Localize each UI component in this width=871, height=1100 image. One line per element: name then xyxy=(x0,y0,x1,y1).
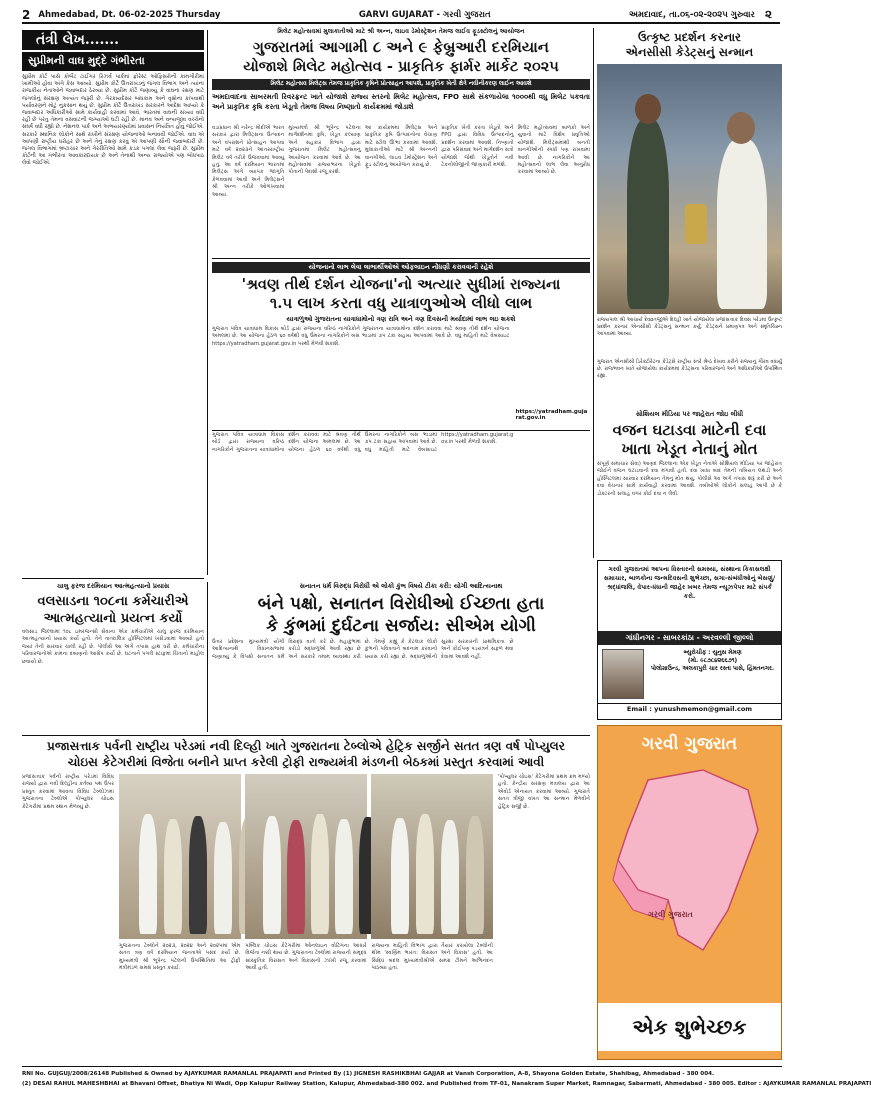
editorial-body: સુપ્રીમ કોર્ટ પાસે કોર્બેટ ટાઈગર રિઝર્વ પાર્કમાં ફોરેસ્ટ ઓફિસરોની કામગીરીમાં ખામીઓ હોવા અંગે કેસ આવ્યો. સુપ્રીમ કોર્ટે ઉત્તરાખંડનું જંગલ વિભાગ અને ત્યાંના રાજકીય નેતાઓને જવાબદાર ઠેરવ્યા છે. સુપ્રીમ કોર્ટે જણાવ્યું કે વાઘના રક્ષણ માટે જંગલોનું સંરક્ષણ અત્યંત જરૂરી છે. ગેરકાયદેસર બાંધકામ અને વૃક્ષોના કાપવાથી પર્યાવરણને મોટું નુકસાન થયું છે. સુપ્રીમ કોર્ટે ઉત્તરાખંડ સરકારને આદેશ આપ્યો કે જવાબદાર અધિકારીઓ સામે કાર્યવાહી કરવામાં આવે. ભારતમાં વાઘની સંખ્યા વધી રહી છે પરંતુ તેમના વસવાટની જગ્યાઓ ઘટી રહી છે. માનવ અને વન્યજીવ વચ્ચેનો સંઘર્ષ વધી રહ્યો છે. નેશનલ પાર્ક અને અભયારણ્યોમાં પ્રવાસન નિયંત્રિત હોવું જોઈએ. સરકારે સ્થાનિક લોકોને સાથે રાખીને સંરક્ષણ યોજનાઓ બનાવવી જોઈએ. વાઘ એ આપણી રાષ્ટ્રીય ધરોહર છે અને તેનું રક્ષણ કરવું એ આપણી સૌની જવાબદારી છે. જંગલ વિભાગમાં ભ્રષ્ટાચાર અને ગેરરીતિઓ સામે કડક પગલાં લેવા જરૂરી છે. સુપ્રીમ કોર્ટની આ ગંભીરતા આવકારદાયક છે અને તેનાથી અન્ય રાજ્યોએ પણ બોધપાઠ લેવો જોઈએ. xyxy=(22,74,204,167)
yatra-headline-1: 'શ્રવણ તીર્થ દર્શન યોજના'નો અત્યાર સુધીમાં રાજ્યના xyxy=(241,276,561,293)
cadet-figure xyxy=(627,119,669,309)
weight-loss-kicker: સોશિયલ મીડિયા પર જાહેરાત જોઇ લીધી xyxy=(635,410,744,418)
editorial-banner xyxy=(22,30,204,50)
trophy-shape xyxy=(685,204,707,244)
millet-subbar: મિલેટ મહોત્સવ મિલેટ્સ તેમજ પ્રાકૃતિક કૃષિને પ્રોત્સાહન આપશે, પ્રાકૃતિક ખેતી ક્ષેત્રે નવીનીકરણ લાઈન આવશે xyxy=(212,79,590,90)
weight-loss-headline-1: વજન ઘટાડવા માટેની દવા xyxy=(612,421,767,439)
page-header xyxy=(22,7,780,24)
map-label: ગરવી ગુજરાત xyxy=(648,910,693,919)
ad-intro: ગરવી ગુજરાતમાં આપના વિસ્તારની સમસ્યા, સંસ્થાના કિકાસલક્ષી સમાચાર, બાળકોના જન્મદિવસની શુભેચ્છા, સગા-સંબંધીઓનું બેસણું/શ્રદ્ધાંજલિ, વેપાર-ધંધાની જાહેર ખબર તેમજ ન્યૂઝપેપર માટે સંપર્ક કરો. xyxy=(603,566,776,600)
valsad-headline-2: આત્મહત્યાનો પ્રયત્ન કર્યો xyxy=(43,611,183,626)
weight-loss-body: સંપૂર્ણ સમાચાર સેવા) આણંદ જિલ્લાના એક ખેડૂત નેતાએ સોશિયલ મીડિયા પર જાહેરાત જોઈને વજન ઘટાડવાની દવા મંગાવી હતી. દવા ખાધા બાદ તેમની તબિયત લથડી અને હોસ્પિટલમાં સારવાર દરમિયાન તેમનું મોત થયું. પોલીસે આ અંગે તપાસ શરૂ કરી છે અને દવા વેચનાર સામે કાર્યવાહી કરવામાં આવશે. તબીબોએ લોકોને સલાહ આપી છે કે ડોક્ટરની સલાહ વગર કોઈ દવા ન લેવી. xyxy=(597,461,782,497)
tableau-column-3: પબ્લિક ચોઇસ કેટેગરીમાં ઓનલાઇન વોટિંગના આધારે વિજેતા નક્કી થાય છે. ગુજરાતના ટેબ્લોમાં રાજ્યની સમૃદ્ધ સાંસ્કૃતિક વિરાસત અને વિકાસની ઝાંખી રજૂ કરવામાં આવી હતી. xyxy=(245,943,367,972)
yatra-section xyxy=(212,262,590,427)
tableau-headline-1: પ્રજાસત્તાક પર્વની રાષ્ટ્રીય પરેડમાં નવી દિલ્હી ખાતે ગુજરાતના ટેબ્લોએ હેટ્રિક સર્જીને સતત ત્રણ વર્ષ પોપ્યુલર xyxy=(47,739,565,753)
page-number-left: 2 xyxy=(22,7,31,22)
yatra-headline-2: ૧.૫ લાખ કરતા વધુ યાત્રાળુઓએ લીધો લાભ xyxy=(269,294,533,312)
millet-column-2: મુખ્યમંત્રી શ્રી ભૂપેન્દ્ર પટેલના માર્ગદર્શનમાં કૃષિ, ખેડૂત કલ્યાણ અને સહકાર વિભાગ દ્વારા ગુજરાતમાં મિલેટ મહોત્સવનું આયોજન કરવામાં આવે છે. આ મહોત્સવમાં રાજ્યભરના ખેડૂતો પોતાની પેદાશો રજૂ કરશે. xyxy=(288,125,361,176)
tableau-column-1: પ્રજાસત્તાક પર્વની રાષ્ટ્રીય પરેડમાં વિવિધ રાજ્યો દ્વારા નવી દિલ્હીના કર્તવ્ય પથ ઉપર પ્રસ્તુત કરવામાં આવતા વિવિધ ટેબ્લોઝમાં ગુજરાતના ટેબ્લોએ પોપ્યુલર ચોઇસ કેટેગરીમાં પ્રથમ સ્થાન મેળવ્યું છે. xyxy=(22,774,114,810)
millet-section xyxy=(212,28,590,258)
greeting-map-area xyxy=(608,760,771,975)
page-number-right: ૨ xyxy=(764,7,772,21)
kumbh-kicker: સનાતન ધર્મ વિરુદ્ધ વિરોધી એ લોકો કુંભ વિષયે ટીકા કરી: યોગી આદિત્યનાથ xyxy=(299,582,503,590)
header-date-left: Ahmedabad, Dt. 06-02-2025 Thursday xyxy=(38,9,221,20)
editorial-banner-text: તંત્રી લેખ....... xyxy=(36,32,119,48)
governor-figure xyxy=(717,139,767,309)
ad-email[interactable]: Email : yunushmemon@gmail.com xyxy=(598,703,781,713)
valsad-kicker: ચાલુ ફરજ દરમિયાન આત્મહત્યાનો પ્રયાસ xyxy=(56,582,170,590)
ad-box xyxy=(597,560,782,720)
weight-loss-section xyxy=(597,410,782,550)
bureau-photo xyxy=(602,649,644,699)
millet-column-3: આ કાર્યક્રમમાં મિલેટ્સ અને પ્રાકૃતિક કૃષિ ઉત્પાદનોના વેચાણ માટે સ્ટોલ ઊભા કરવામાં આવશે. મુલાકાતીઓ માટે શ્રી અન્નની વાનગીઓ, લાઇવ ડેમોસ્ટ્રેશન અને ફૂડ સ્ટોલનું આયોજન કરાયું છે. xyxy=(364,125,438,169)
governor-head xyxy=(727,112,755,144)
cabinet-photo-1 xyxy=(119,774,241,939)
greeting-box xyxy=(597,725,782,1060)
valsad-body: વલસાડ જિલ્લામાં ૧૦૮ ઇમરજન્સી સેવાના એક કર્મચારીએ ચાલુ ફરજ દરમિયાન આત્મહત્યાનો પ્રયાસ કર્યો હતો. તેને તાત્કાલિક હોસ્પિટલમાં ખસેડવામાં આવ્યો હતો જ્યાં તેની સારવાર ચાલી રહી છે. પોલીસે આ અંગે તપાસ હાથ ધરી છે. કર્મચારીના પરિવારજનોએ કામના દબાણનો આક્ષેપ કર્યો છે. ઘટનાને પગલે સ્ટાફમાં ચિંતાનો માહોલ છવાયો છે. xyxy=(22,629,204,665)
cabinet-photo-2 xyxy=(245,774,367,939)
tableau-headline-2: ચોઇસ કેટેગરીમાં વિજેતા બનીને પ્રાપ્ત કરેલી ટ્રોફી રાજ્યમંત્રી મંડળની બેઠકમાં પ્રસ્તુત કરવામાં આવી xyxy=(67,755,545,769)
kumbh-section xyxy=(212,582,590,732)
greeting-footer-text: એક શુભેચ્છક xyxy=(632,1015,747,1039)
millet-column-1: વડાપ્રધાન શ્રી નરેન્દ્ર મોદીએ ભારત સરકાર દ્વારા મિલેટ્સના ઉત્પાદન અને વપરાશને પ્રોત્સાહન આપવા માટે વર્ષ ૨૦૨૩ને આંતરરાષ્ટ્રીય મિલેટ વર્ષ તરીકે ઉજવવામાં આવ્યું હતું. આ વર્ષ દરમિયાન ભારતમાં મિલેટ્સ અંગે વ્યાપક જાગૃતિ કેળવવામાં આવી અને મિલેટ્સને શ્રી અન્ન તરીકે ઓળખવામાં આવ્યા. xyxy=(212,125,285,198)
yatra-continued-text: ગુજરાત પવિત્ર યાત્રાધામ વિકાસ બોર્ડ દ્વારા રાજ્યના વરિષ્ઠ નાગરિકોને ગુજરાતના યાત્રાધામોના દર્શન કરાવવા માટે શ્રવણ તીર્થ દર્શન યોજના અમલમાં છે. આ યોજના હેઠળ ૬૦ વર્ષથી વધુ ઉંમરના નાગરિકોને બસ ભાડામાં ૭૫ ટકા સહાય આપવામાં આવે છે. વધુ માહિતી માટે વેબસાઇટ https://yatradham.gujarat.gov.in પરથી મેળવી શકાશે. xyxy=(212,432,514,453)
gujarat-map-icon xyxy=(608,760,773,970)
millet-column-5: મિલેટ મહોત્સવમાં બાળકો અને યુવાનો માટે વિશેષ પ્રવૃત્તિઓ યોજાશે. મિલેટ્સમાંથી બનતી વાનગીઓની સ્પર્ધા પણ રાખવામાં આવી છે. નાગરિકોને આ મહોત્સવનો લાભ લેવા અનુરોધ કરવામાં આવ્યો છે. xyxy=(517,125,591,176)
valsad-section xyxy=(22,582,204,732)
millet-column-4: પ્રાકૃતિક ખેતી કરતા ખેડૂતો અને FPO દ્વારા વિવિધ ઉત્પાદનોનું પ્રદર્શન કરવામાં આવશે. નિષ્ણાતો દ્વારા પરિસંવાદ અને માર્ગદર્શન સત્રો યોજાશે જેથી ખેડૂતોને નવી ટેકનોલોજીની જાણકારી મળશે. xyxy=(441,125,514,169)
millet-kicker: મિલેટ મહોત્સવમાં મુલાકાતીઓ માટે શ્રી અન્ન, લાઇવ ડેમોસ્ટ્રેશન તેમજ લાઈવ ફૂડસ્ટોલનું આયોજન xyxy=(277,28,525,35)
millet-headline-2: યોજાશે મિલેટ મહોત્સવ - પ્રાકૃતિક ફાર્મર માર્કેટ ૨૦૨૫ xyxy=(243,58,559,75)
header-title: GARVI GUJARAT - ગરવી ગુજરાત xyxy=(358,9,491,20)
valsad-headline-1: વલસાડના ૧૦૮ના કર્મચારીએ xyxy=(37,594,189,609)
ncc-photo xyxy=(597,64,782,314)
yatra-subline: યાત્રાળુઓ ગુજરાતના યાત્રાધામોનો ત્રણ રાત્રિ અને ત્રણ દિવસની મર્યાદામાં લાભ લઇ શકશે xyxy=(286,315,516,323)
ncc-caption: રાજ્યપાલ શ્રી આચાર્ય દેવવ્રતજીએ દિલ્હી ખાતે યોજાયેલા પ્રજાસત્તાક દિવસ પરેડમાં ઉત્કૃષ્ટ પ્રદર્શન કરનાર એનસીસી કેડેટ્સનું સન્માન કર્યું. કેડેટ્સને પ્રમાણપત્ર અને સ્મૃતિચિહ્ન આપવામાં આવ્યા. xyxy=(597,317,782,337)
ncc-headline-1: ઉત્કૃષ્ટ પ્રદર્શન કરનાર xyxy=(638,30,741,44)
tableau-column-5: 'પોપ્યુલર ચોઇસ' કેટેગરીમાં પ્રથમ ક્રમ મળ્યો હતો. કેન્દ્રીય સંરક્ષણ મંત્રાલય દ્વારા આ એવોર્ડ એનાયત કરવામાં આવ્યો. ગુજરાતે સતત ત્રીજી વખત આ સન્માન મેળવીને હેટ્રિક સર્જી છે. xyxy=(498,774,590,810)
tableau-column-2: ગુજરાતના ટેબ્લોને ૨૦૨૩, ૨૦૨૪ અને ૨૦૨૫માં એમ સતત ત્રણ વર્ષ દરમિયાન જનતાએ પસંદ કર્યો છે. મુખ્યમંત્રી શ્રી ભૂપેન્દ્ર પટેલની ઉપસ્થિતિમાં આ ટ્રોફી મંત્રીમંડળ સમક્ષ પ્રસ્તુત કરાઈ. xyxy=(119,943,241,972)
bureau-chief-label: બ્યુરોચીફ : યુનુસ મેમણ xyxy=(683,650,742,656)
greeting-title: ગરવી ગુજરાત xyxy=(641,734,738,754)
imprint-footer xyxy=(22,1066,871,1094)
editorial-headline xyxy=(22,52,204,71)
bureau-phone: (મો. ૯૮૭૮૪૨૬૬૭૧) xyxy=(687,658,738,664)
tableau-section xyxy=(22,738,590,1063)
bureau-address: પોલોગ્રાઉન્ડ, અલકાપુરી ચાર રસ્તા પાસે, હિંમતનગર. xyxy=(650,666,775,672)
yatra-body: ગુજરાત પવિત્ર યાત્રાધામ વિકાસ બોર્ડ દ્વારા રાજ્યના વરિષ્ઠ નાગરિકોને ગુજરાતના યાત્રાધામોના દર્શન કરાવવા માટે શ્રવણ તીર્થ દર્શન યોજના અમલમાં છે. આ યોજના હેઠળ ૬૦ વર્ષથી વધુ ઉંમરના નાગરિકોને બસ ભાડામાં ૭૫ ટકા સહાય આપવામાં આવે છે. વધુ માહિતી માટે વેબસાઇટ https://yatradham.gujarat.gov.in પરથી મેળવી શકાશે. xyxy=(212,326,510,347)
editorial-headline-text: સુપ્રીમની વાઘ મુદ્દે ગંભીરતા xyxy=(28,55,145,67)
millet-deck: અમદાવાદના સાબરમતી રિવરફ્રન્ટ ખાતે યોજાશે રાજ્ય સ્તરનો મિલેટ મહોત્સવ, FPO સાથે સંકળાયેલા ૧૦૦૦થી વધુ મિલેટ પકવતા અને પ્રાકૃતિક કૃષિ કરતા ખેડૂતો તેમજ વિષય નિષ્ણાતો કાર્યક્રમમાં જોડાશે xyxy=(212,93,590,111)
kumbh-body: ઉત્તર પ્રદેશના મુખ્યમંત્રી યોગી આદિત્યનાથે વિધાનસભામાં જણાવ્યું કે વિપક્ષો સનાતન ધર્મ વિરુદ્ધ વાતો કરે છે. મહાકુંભમાં કરોડો શ્રદ્ધાળુઓ આવી રહ્યા છે અને સરકારે તમામ વ્યવસ્થા કરી છે. તેમણે કહ્યું કે કેટલાક લોકો કુંભની પવિત્રતાને બદનામ કરવાનો પ્રયાસ કરી રહ્યા છે. શ્રદ્ધાળુઓની સુરક્ષા સરકારની પ્રાથમિકતા છે અને કોઈપણ ષડયંત્રને સફળ થવા દેવામાં આવશે નહીં. xyxy=(212,639,514,660)
cabinet-photo-3 xyxy=(371,774,493,939)
cadet-head xyxy=(635,94,661,124)
tableau-column-4: રાજ્યના માહિતી વિભાગ દ્વારા તૈયાર કરાયેલા ટેબ્લોની થીમ 'સ્વર્ણિમ ભારત: વિરાસત અને વિકાસ' હતી. આ સિદ્ધિ બદલ મુખ્યમંત્રીશ્રીએ સમગ્ર ટીમને અભિનંદન પાઠવ્યા હતા. xyxy=(371,943,493,972)
header-date-right: અમદાવાદ, તા.૦૬-૦૨-૨૦૨૫ ગુરુવાર xyxy=(628,9,755,20)
yatra-website-link[interactable]: https://yatradham.gujarat.gov.in xyxy=(515,409,588,421)
weight-loss-headline-2: ખાતા ખેડૂત નેતાનું મોત xyxy=(621,440,758,458)
imprint-line-2: (2) DESAI RAHUL MAHESHBHAI at Bhavani Offset, Bhatiya Ni Wadi, Opp Kalupur Railway Station, Kalupur, Ahmedabad-380 002. and Published from TF-01, Nanakram Super Market, Ramnagar, Sabarmati, Ahmedabad - 380 005. Editor : AJAYKUMAR RAMANLAL PRAJAPATI xyxy=(22,1081,871,1087)
ad-districts: ગાંધીનગર - સાબરકાંઠા - અરવલ્લી જીલ્લો xyxy=(598,631,781,645)
greeting-footer xyxy=(598,1003,781,1051)
yatra-kicker: યોજનાનો લાભ લેવા લાભાર્થીઓએ ઓફલાઇન નોંધણી કરાવવાની રહેશે xyxy=(212,262,590,273)
ncc-headline-2: એનસીસી કેડેટ્સનું સન્માન xyxy=(625,45,754,59)
editorial-section xyxy=(22,30,204,575)
millet-headline-1: ગુજરાતમાં આગામી ૮ અને ૯ ફેબ્રુઆરી દરમિયાન xyxy=(253,38,549,56)
ncc-section xyxy=(597,30,782,405)
ncc-body: ગુજરાત એનસીસી ડિરેક્ટોરેટના કેડેટ્સે રાષ્ટ્રીય સ્તરે શ્રેષ્ઠ દેખાવ કરીને રાજ્યનું ગૌરવ વધાર્યું છે. રાજભવન ખાતે યોજાયેલા કાર્યક્રમમાં કેડેટ્સના પરિવારજનો અને અધિકારીઓ ઉપસ્થિત રહ્યા. xyxy=(597,359,782,379)
kumbh-headline-1: બંને પક્ષો, સનાતન વિરોધીઓ ઈચ્છતા હતા xyxy=(257,594,545,614)
imprint-line-1: RNI No. GUJGUJ/2008/26148 Published & Owned by AJAYKUMAR RAMANLAL PRAJAPATI and Printed By (1) JIGNESH RASHIKBHAI GAJJAR at Vansh Corporation, A-8, Shayona Golden Estate, Shahibag, Ahmedabad - 380 004. xyxy=(22,1071,715,1077)
kumbh-headline-2: કે કુંભમાં દુર્ઘટના સર્જાય: સીએમ યોગી xyxy=(266,616,536,636)
